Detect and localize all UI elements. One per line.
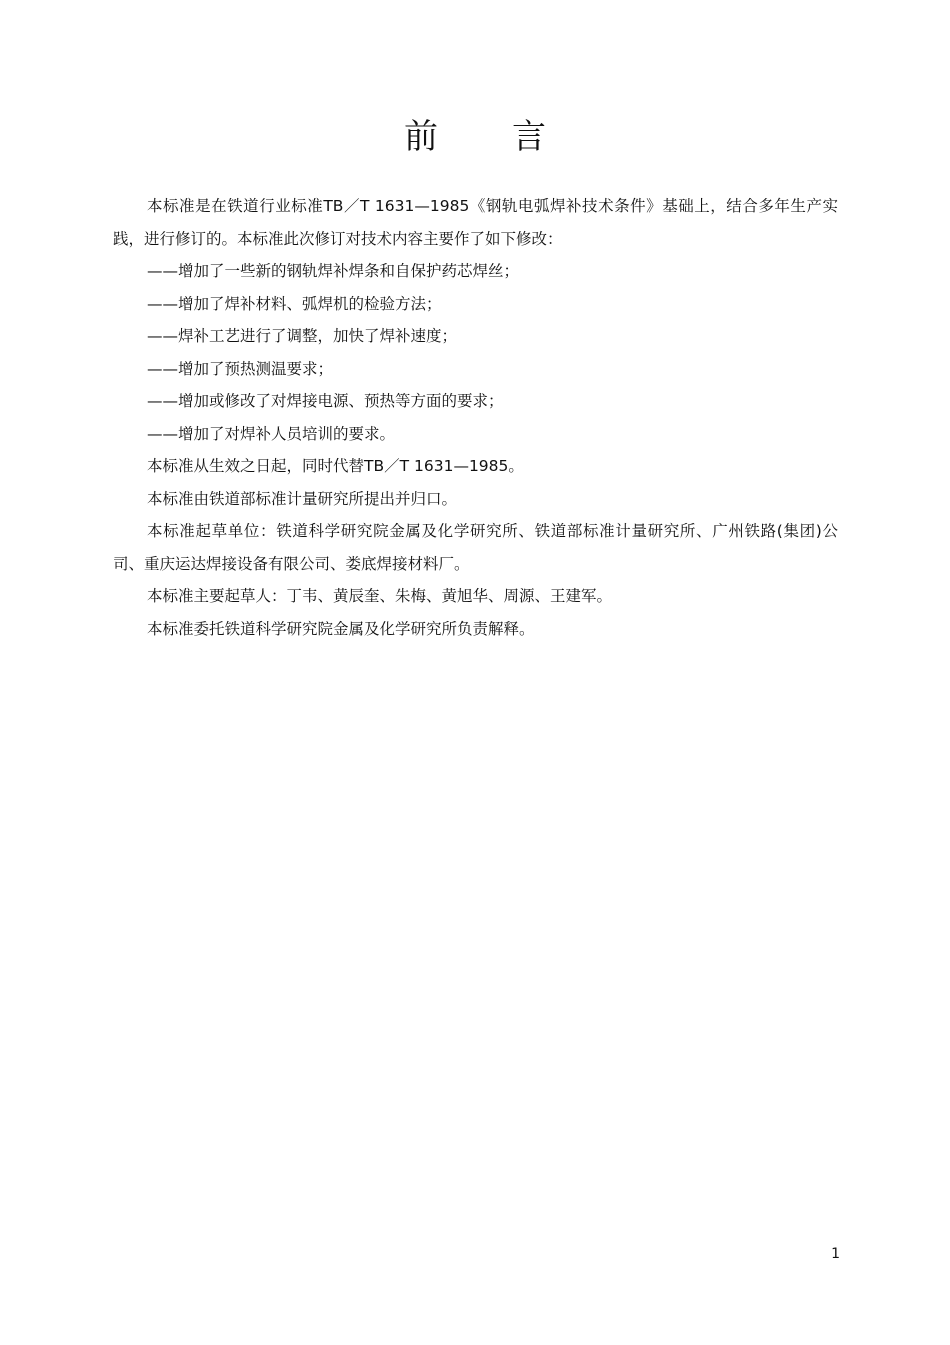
drafters: 本标准主要起草人：丁韦、黄辰奎、朱梅、黄旭华、周源、王建军。 [147, 587, 613, 605]
change-item-preheat-temperature: ——增加了预热测温要求； [147, 359, 334, 378]
page-title: 前言 [404, 117, 620, 157]
foreword-body [113, 190, 838, 645]
change-item-power-preheat: ——增加或修改了对焊接电源、预热等方面的要求； [147, 392, 504, 410]
page-number: 1 [831, 1246, 840, 1262]
intro-paragraph: 本标准是在铁道行业标准TB／T 1631—1985《钢轨电弧焊补技术条件》基础上，结合多年生产实践，进行修订的。本标准此次修订对技术内容主要作了如下修改： [113, 197, 838, 248]
replacement-statement: 本标准从生效之日起，同时代替TB／T 1631—1985。 [147, 457, 524, 475]
change-item-electrodes: ——增加了一些新的钢轨焊补焊条和自保护药芯焊丝； [147, 262, 520, 280]
interpretation-statement: 本标准委托铁道科学研究院金属及化学研究所负责解释。 [147, 619, 535, 638]
change-item-process: ——焊补工艺进行了调整，加快了焊补速度； [147, 327, 458, 345]
proposer-statement: 本标准由铁道部标准计量研究所提出并归口。 [147, 489, 458, 508]
drafting-units: 本标准起草单位：铁道科学研究院金属及化学研究所、铁道部标准计量研究所、广州铁路(集团)公司、重庆运达焊接设备有限公司、娄底焊接材料厂。 [113, 522, 838, 573]
change-item-test-methods: ——增加了焊补材料、弧焊机的检验方法； [147, 294, 442, 313]
change-item-training: ——增加了对焊补人员培训的要求。 [147, 424, 396, 443]
